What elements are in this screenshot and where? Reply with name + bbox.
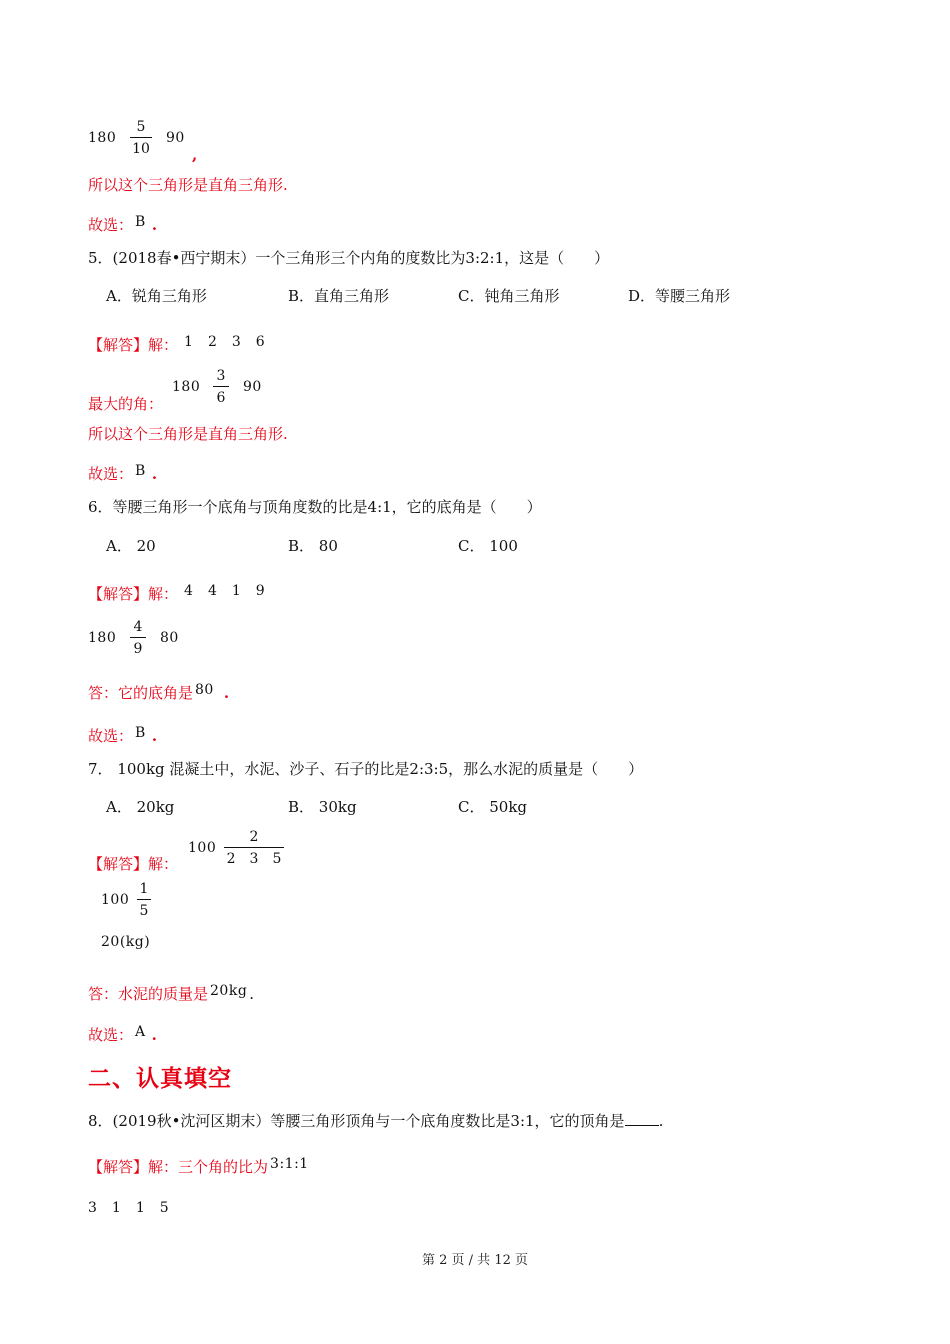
fraction-numerator: 1 [139, 881, 149, 897]
answer-7-header [88, 855, 178, 873]
fraction-numerator: 4 [133, 619, 143, 635]
fraction [137, 881, 151, 919]
answer-tag: 【解答】 [88, 855, 149, 873]
choose-label: 故选： [88, 465, 134, 483]
fraction-bar [130, 137, 152, 138]
answer-tag: 【解答】 [88, 336, 149, 354]
choose-label: 故选： [88, 216, 134, 234]
answer-numbers: 4 4 1 9 [184, 583, 266, 599]
choose-period: . [151, 216, 158, 234]
choose-value: B [135, 214, 146, 230]
fraction-bar [130, 637, 146, 638]
answer-5-header [88, 333, 265, 354]
result-value: 20(kg) [101, 934, 151, 950]
question-5-option-b: B．直角三角形 [288, 287, 390, 305]
answer-8-header [88, 1155, 309, 1176]
expression-number: 100 [188, 840, 217, 856]
fraction-denominator: 10 [132, 141, 150, 157]
section-heading: 二、认真填空 [88, 1066, 232, 1092]
answer-jie: 解： [148, 585, 179, 603]
expression-result: 80 [160, 630, 179, 646]
page-footer: 第 2 页 / 共 12 页 [422, 1253, 528, 1268]
fraction-numerator: 2 [249, 829, 259, 845]
choose-line [88, 1023, 157, 1044]
fraction-denominator: 9 [133, 641, 143, 657]
fraction [224, 829, 284, 867]
question-6-stem: 6．等腰三角形一个底角与顶角度数的比是4:1，它的底角是（ ） [88, 498, 542, 516]
expression-number: 180 [88, 130, 117, 146]
fraction-bar [213, 386, 229, 387]
expression-result: 90 [243, 379, 262, 395]
question-6-option-b: B． 80 [288, 537, 338, 555]
answer-jie: 解： [148, 336, 179, 354]
answer-ratio: 3:1:1 [270, 1156, 309, 1172]
comma: , [192, 146, 198, 164]
question-7-stem: 7． 100kg 混凝土中，水泥、沙子、石子的比是2:3:5，那么水泥的质量是（ ） [88, 760, 644, 778]
expression-result: 90 [166, 130, 185, 146]
fraction [213, 368, 229, 406]
answer-value: 80 [195, 682, 214, 698]
answer-6-line [88, 681, 229, 702]
fraction-numerator: 3 [216, 368, 226, 384]
answer-text: 三个角的比为 [178, 1158, 269, 1176]
conclusion-text: 所以这个三角形是直角三角形. [88, 425, 288, 443]
question-5-stem: 5．(2018春•西宁期末）一个三角形三个内角的度数比为3:2:1，这是（ ） [88, 249, 610, 267]
expression-number: 180 [88, 630, 117, 646]
question-8-stem-line [88, 1111, 663, 1130]
answer-7-line [88, 982, 254, 1003]
fraction-denominator: 6 [216, 390, 226, 406]
question-6-option-c: C． 100 [458, 537, 518, 555]
choose-line [88, 724, 157, 745]
choose-label: 故选： [88, 727, 134, 745]
question-7-option-c: C． 50kg [458, 798, 528, 816]
fraction-denominator: 5 [139, 903, 149, 919]
answer-blank [625, 1111, 659, 1126]
choose-line [88, 213, 157, 234]
answer-label: 答：它的底角是 [88, 684, 194, 702]
answer-tag: 【解答】 [88, 1158, 149, 1176]
answer-jie: 解： [148, 855, 179, 873]
fraction [130, 619, 146, 657]
max-angle-label: 最大的角： [88, 395, 164, 413]
choose-value: B [135, 463, 146, 479]
fraction-bar [224, 847, 284, 848]
question-5-option-c: C．钝角三角形 [458, 287, 560, 305]
question-8-stem-end: . [658, 1112, 664, 1130]
choose-label: 故选： [88, 1026, 134, 1044]
question-7-option-b: B． 30kg [288, 798, 357, 816]
question-5-option-d: D．等腰三角形 [628, 287, 731, 305]
choose-period: . [151, 465, 158, 483]
question-8-stem: 8．(2019秋•沈河区期末）等腰三角形顶角与一个底角度数比是3:1，它的顶角是 [88, 1112, 625, 1130]
conclusion-text: 所以这个三角形是直角三角形. [88, 176, 288, 194]
fraction [130, 119, 152, 157]
answer-value: 20kg [210, 983, 248, 999]
choose-value: A [135, 1024, 146, 1040]
expression-number: 100 [101, 892, 130, 908]
answer-period: . [223, 684, 230, 702]
answer-numbers: 1 2 3 6 [184, 334, 266, 350]
answer-jie: 解： [148, 1158, 179, 1176]
fraction-denominator: 2 3 5 [226, 851, 282, 867]
expression-number: 180 [172, 379, 201, 395]
question-7-option-a: A． 20kg [106, 798, 175, 816]
question-6-option-a: A． 20 [106, 537, 156, 555]
question-5-option-a: A．锐角三角形 [106, 287, 207, 305]
choose-line [88, 462, 157, 483]
answer-label: 答：水泥的质量是 [88, 985, 209, 1003]
answer-numbers: 3 1 1 5 [88, 1200, 170, 1216]
choose-period: . [151, 727, 158, 745]
fraction-bar [137, 899, 151, 900]
answer-period: . [249, 985, 255, 1003]
choose-period: . [151, 1026, 157, 1044]
choose-value: B [135, 725, 146, 741]
fraction-numerator: 5 [136, 119, 146, 135]
answer-6-header [88, 582, 265, 603]
answer-tag: 【解答】 [88, 585, 149, 603]
